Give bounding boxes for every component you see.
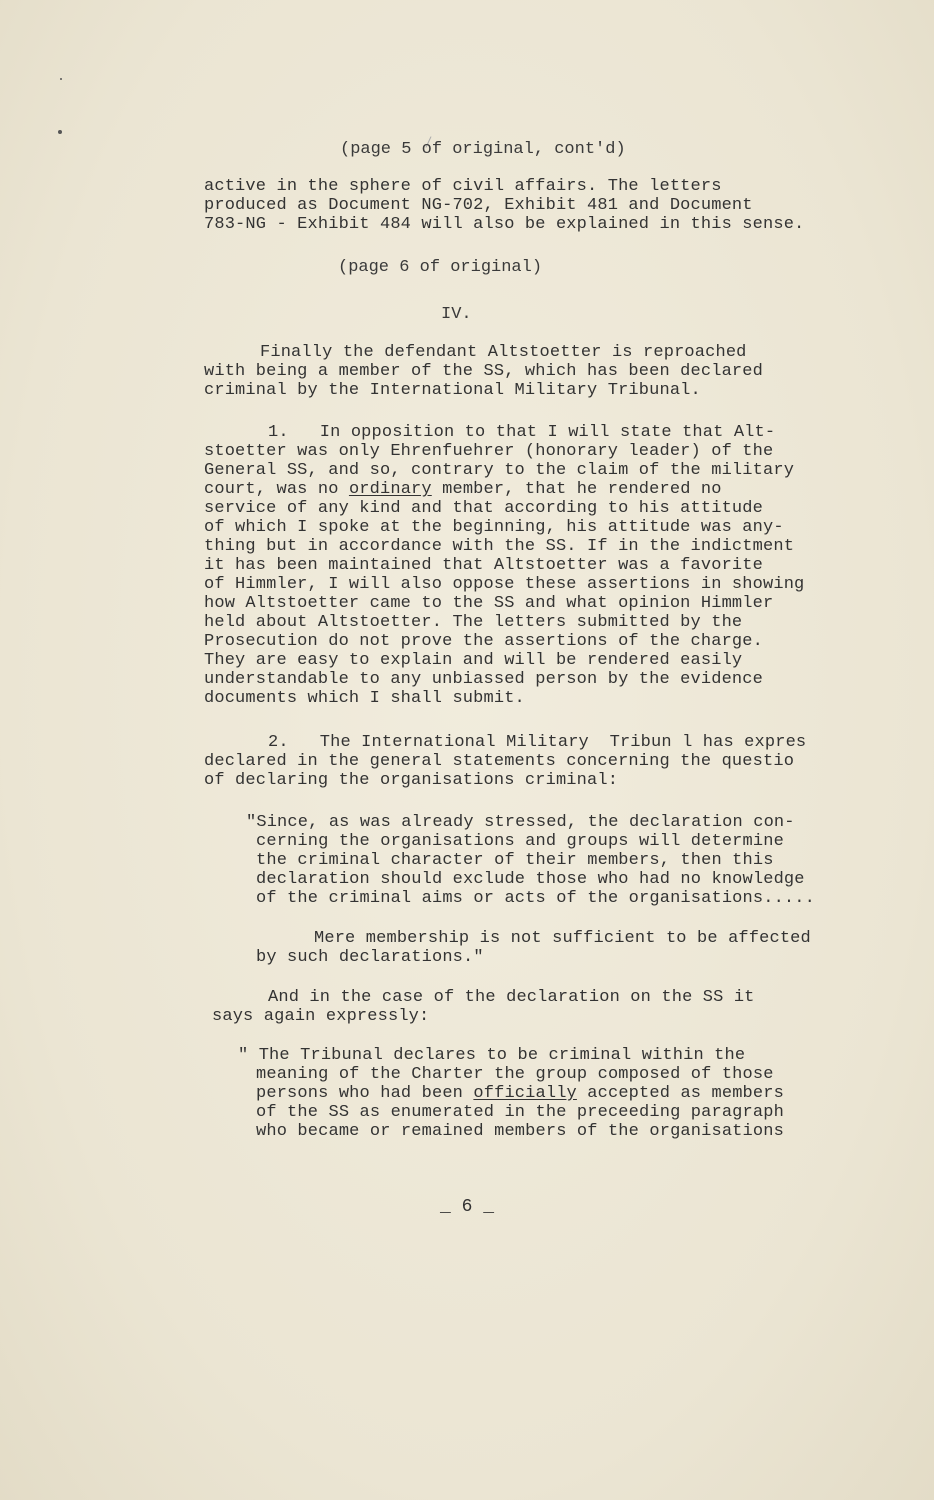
text-line: how Altstoetter came to the SS and what opinion Himmler — [204, 594, 774, 613]
quote-line: meaning of the Charter the group composed of those — [256, 1065, 774, 1084]
text-line: with being a member of the SS, which has been declared — [204, 362, 763, 381]
text-line: says again expressly: — [212, 1007, 430, 1026]
text-line: service of any kind and that according to his attitude — [204, 499, 763, 518]
text-line: stoetter was only Ehrenfuehrer (honorary leader) of the — [204, 442, 774, 461]
text-line: 2. The International Military Tribun l has expres — [268, 733, 807, 752]
text-line: 783-NG - Exhibit 484 will also be explained in this sense. — [204, 215, 805, 234]
quote-line: of the criminal aims or acts of the organisations..... — [256, 889, 815, 908]
page-header-original: (page 6 of original) — [338, 258, 543, 277]
text-line: of Himmler, I will also oppose these assertions in showing — [204, 575, 805, 594]
quote-line-underlined — [256, 1084, 784, 1103]
text-line: understandable to any unbiassed person by the evidence — [204, 670, 763, 689]
text-line: documents which I shall submit. — [204, 689, 525, 708]
text-line-underlined — [204, 480, 722, 499]
quote-line: Mere membership is not sufficient to be affected — [314, 929, 811, 948]
quote-line: the criminal character of their members, then this — [256, 851, 774, 870]
underlined-word: ordinary — [348, 480, 432, 499]
text-line: active in the sphere of civil affairs. The letters — [204, 177, 722, 196]
text-segment: persons who had been — [256, 1084, 474, 1103]
underlined-word: officially — [473, 1084, 577, 1103]
text-segment: court, was no — [204, 480, 349, 499]
text-line: criminal by the International Military Tribunal. — [204, 381, 701, 400]
text-line: And in the case of the declaration on the SS it — [268, 988, 755, 1007]
ink-speck — [60, 78, 62, 80]
text-line: Prosecution do not prove the assertions of the charge. — [204, 632, 763, 651]
text-segment: member, that he rendered no — [431, 480, 722, 499]
text-line: declared in the general statements concerning the questio — [204, 752, 795, 771]
text-line: General SS, and so, contrary to the claim of the military — [204, 461, 795, 480]
quote-line: who became or remained members of the organisations — [256, 1122, 784, 1141]
text-line: of declaring the organisations criminal: — [204, 771, 619, 790]
text-line: They are easy to explain and will be rendered easily — [204, 651, 743, 670]
ink-speck — [58, 130, 62, 134]
quote-line: " The Tribunal declares to be criminal within the — [238, 1046, 746, 1065]
text-line: held about Altstoetter. The letters submitted by the — [204, 613, 743, 632]
text-line: 1. In opposition to that I will state that Alt- — [268, 423, 776, 442]
quote-line: declaration should exclude those who had no knowledge — [256, 870, 805, 889]
quote-line: cerning the organisations and groups will determine — [256, 832, 784, 851]
section-heading: IV. — [441, 305, 472, 324]
page-header-cont: (page 5 of original, cont'd) — [340, 140, 626, 159]
text-line: Finally the defendant Altstoetter is reproached — [260, 343, 747, 362]
text-line: thing but in accordance with the SS. If in the indictment — [204, 537, 795, 556]
quote-line: "Since, as was already stressed, the declaration con- — [246, 813, 795, 832]
quote-line: of the SS as enumerated in the preceeding paragraph — [256, 1103, 784, 1122]
text-segment: accepted as members — [576, 1084, 784, 1103]
quote-line: by such declarations." — [256, 948, 484, 967]
text-line: produced as Document NG-702, Exhibit 481 and Document — [204, 196, 753, 215]
page-number: _ 6 _ — [439, 1197, 494, 1217]
text-line: it has been maintained that Altstoetter was a favorite — [204, 556, 763, 575]
text-line: of which I spoke at the beginning, his attitude was any- — [204, 518, 784, 537]
